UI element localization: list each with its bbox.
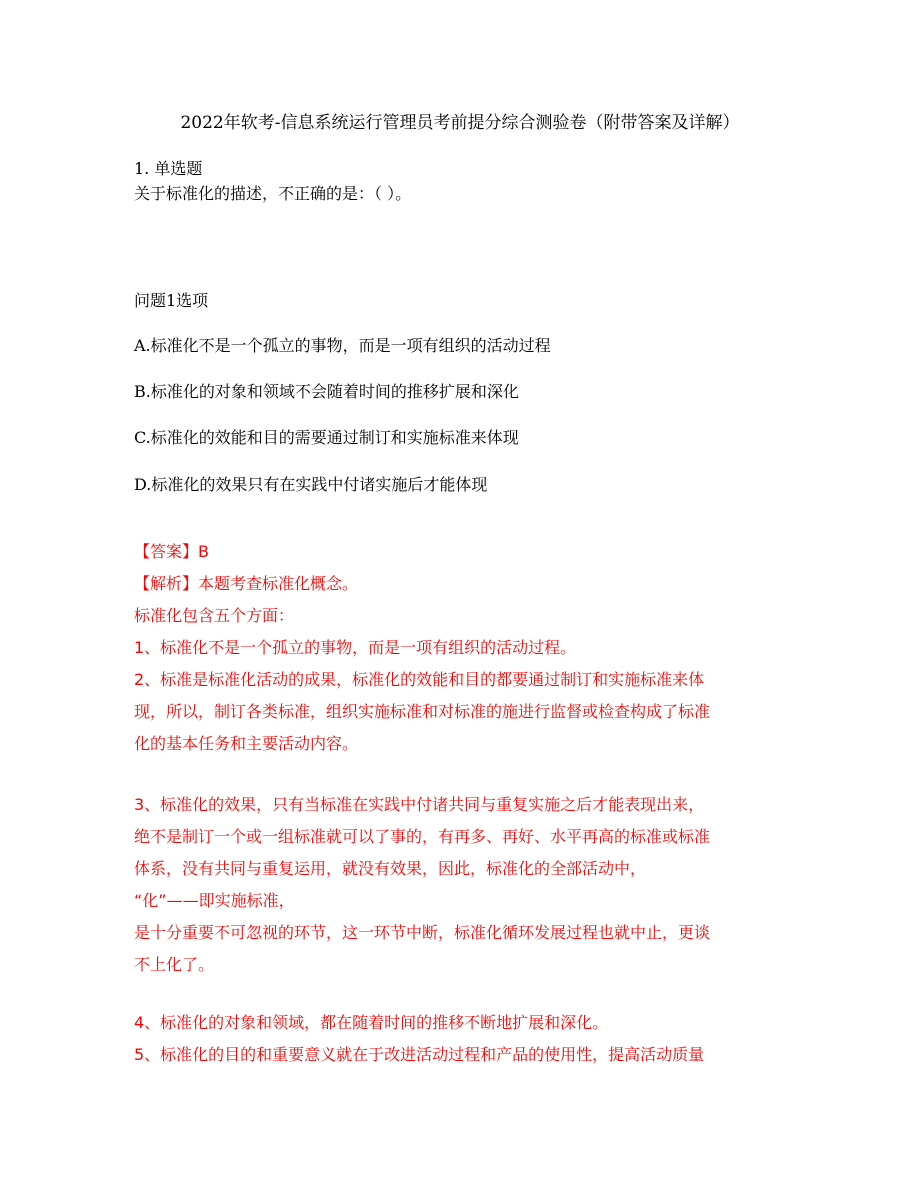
analysis-line: 【解析】本题考查标准化概念。 (134, 574, 359, 593)
point-2-line: 2、标准是标准化活动的成果，标准化的效能和目的都要通过制订和实施标准来体 (134, 670, 705, 689)
option-a: A.标准化不是一个孤立的事物，而是一项有组织的活动过程 (134, 336, 551, 355)
options-header: 问题1选项 (134, 291, 209, 310)
option-b: B.标准化的对象和领域不会随着时间的推移扩展和深化 (134, 382, 519, 401)
point-2-line: 现，所以，制订各类标准，组织实施标准和对标准的施进行监督或检查构成了标准 (134, 702, 711, 721)
point-3-line: “化”——即实施标准， (134, 891, 295, 910)
answer-line: 【答案】B (134, 542, 209, 561)
question-type: 1. 单选题 (134, 159, 203, 178)
option-d: D.标准化的效果只有在实践中付诸实施后才能体现 (134, 475, 488, 494)
question-stem: 关于标准化的描述，不正确的是：（ ）。 (134, 184, 412, 203)
point-3-line: 体系，没有共同与重复运用，就没有效果，因此，标准化的全部活动中， (134, 859, 647, 878)
analysis-intro: 标准化包含五个方面： (134, 606, 295, 625)
point-3-line: 绝不是制订一个或一组标准就可以了事的，有再多、再好、水平再高的标准或标准 (134, 827, 711, 846)
point-2-line: 化的基本任务和主要活动内容。 (134, 734, 359, 753)
point-3 (134, 789, 794, 981)
point-3-line: 不上化了。 (134, 955, 215, 974)
point-1: 1、标准化不是一个孤立的事物，而是一项有组织的活动过程。 (134, 638, 577, 657)
point-3-line: 是十分重要不可忽视的环节，这一环节中断，标准化循环发展过程也就中止，更谈 (134, 923, 711, 942)
point-3-line: 3、标准化的效果，只有当标准在实践中付诸共同与重复实施之后才能表现出来， (134, 795, 705, 814)
point-5: 5、标准化的目的和重要意义就在于改进活动过程和产品的使用性，提高活动质量 (134, 1045, 705, 1064)
point-2 (134, 664, 794, 760)
point-4: 4、标准化的对象和领域，都在随着时间的推移不断地扩展和深化。 (134, 1013, 609, 1032)
document-title: 2022年软考-信息系统运行管理员考前提分综合测验卷（附带答案及详解） (180, 113, 740, 133)
option-c: C.标准化的效能和目的需要通过制订和实施标准来体现 (134, 428, 519, 447)
